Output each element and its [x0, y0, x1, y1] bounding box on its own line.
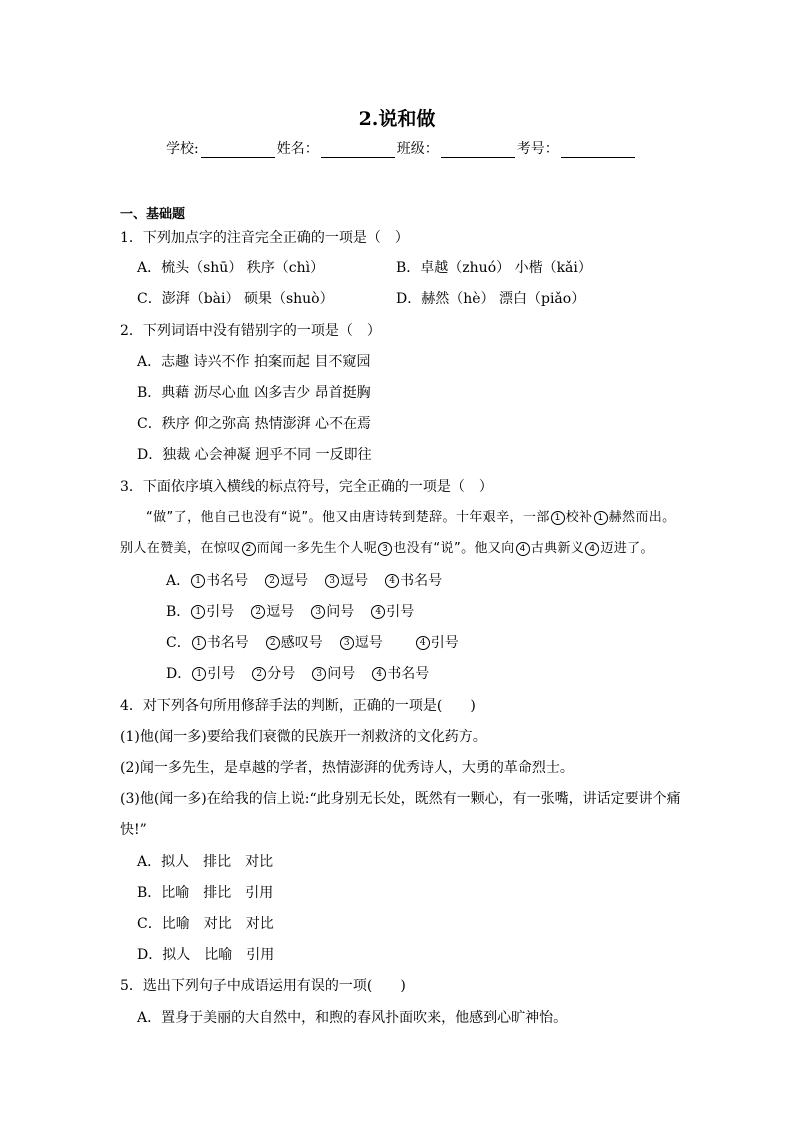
question-2-option-d: D．独裁 心会神凝 迥乎不同 一反即往 [137, 447, 372, 463]
question-4-stem: 4．对下列各句所用修辞手法的判断，正确的一项是( ) [120, 698, 476, 714]
option-item: 分号 [267, 666, 296, 682]
blank-marker-1: 1 [192, 667, 206, 681]
passage-text: 别人在赞美，在惊叹 [120, 541, 241, 556]
question-3-option-a [166, 571, 442, 591]
question-2-option-a: A．志趣 诗兴不作 拍案而起 目不窥园 [137, 354, 371, 370]
blank-marker-3: 3 [311, 605, 325, 619]
question-4-option-b: B．比喻 排比 引用 [137, 885, 274, 901]
option-item: 逗号 [280, 573, 309, 589]
school-blank[interactable] [201, 142, 275, 158]
option-letter: B． [166, 604, 191, 620]
name-label: 姓名： [276, 141, 319, 157]
blank-marker-3: 3 [325, 574, 339, 588]
question-3-passage-line-2 [120, 539, 654, 559]
question-1-option-d: D．赫然（hè） 漂白（piǎo） [396, 291, 586, 307]
question-4-sentence-2: (2)闻一多先生，是卓越的学者，热情澎湃的优秀诗人，大勇的革命烈士。 [120, 760, 574, 776]
option-item: 书名号 [206, 635, 249, 651]
question-1-option-b: B．卓越（zhuó） 小楷（kǎi） [396, 260, 592, 276]
question-3-option-d [166, 664, 429, 684]
option-item: 引号 [430, 635, 459, 651]
passage-text: 古典新义 [530, 541, 585, 556]
question-3-option-b [166, 602, 414, 622]
exam-no-blank[interactable] [561, 142, 635, 158]
blank-marker-3: 3 [312, 667, 326, 681]
blank-marker-4: 4 [585, 542, 599, 556]
blank-marker-4: 4 [385, 574, 399, 588]
blank-marker-1: 1 [551, 511, 565, 525]
option-letter: A． [166, 573, 191, 589]
option-item: 逗号 [340, 573, 369, 589]
question-3-passage-line-1 [146, 508, 676, 528]
blank-marker-1: 1 [191, 605, 205, 619]
blank-marker-4: 4 [516, 542, 530, 556]
option-item: 问号 [326, 604, 355, 620]
option-item: 逗号 [266, 604, 295, 620]
question-2-option-c: C．秩序 仰之弥高 热情澎湃 心不在焉 [137, 416, 372, 432]
passage-text: 也没有“说”。他又向 [393, 541, 515, 556]
option-letter: C． [166, 635, 191, 651]
passage-text: 赫然而出。 [608, 510, 676, 525]
blank-marker-1: 1 [594, 511, 608, 525]
blank-marker-4: 4 [372, 667, 386, 681]
school-label: 学校: [166, 141, 199, 157]
question-1-option-a: A．梳头（shū） 秩序（chì） [137, 260, 325, 276]
option-item: 书名号 [206, 573, 249, 589]
blank-marker-2: 2 [265, 574, 279, 588]
blank-marker-2: 2 [252, 667, 266, 681]
exam-no-label: 考号： [516, 141, 559, 157]
blank-marker-1: 1 [191, 574, 205, 588]
question-2-option-b: B．典藉 沥尽心血 凶多吉少 昂首挺胸 [137, 385, 371, 401]
blank-marker-1: 1 [192, 636, 206, 650]
question-1-stem: 1．下列加点字的注音完全正确的一项是（ ） [120, 230, 409, 246]
blank-marker-2: 2 [266, 636, 280, 650]
blank-marker-2: 2 [242, 542, 256, 556]
option-item: 逗号 [354, 635, 383, 651]
blank-marker-2: 2 [251, 605, 265, 619]
passage-text: 校补 [565, 510, 593, 525]
class-blank[interactable] [441, 142, 515, 158]
option-item: 引号 [207, 666, 236, 682]
option-item: 书名号 [387, 666, 430, 682]
passage-text: 迈进了。 [600, 541, 654, 556]
question-4-sentence-3-cont: 快!” [120, 822, 147, 838]
page-title: 2.说和做 [358, 108, 436, 130]
question-5-stem: 5．选出下列句子中成语运用有误的一项( ) [120, 978, 406, 994]
section-title: 一、基础题 [120, 207, 186, 222]
blank-marker-4: 4 [371, 605, 385, 619]
question-3-option-c [166, 633, 459, 653]
option-item: 问号 [327, 666, 356, 682]
question-1-option-c: C．澎湃（bài） 硕果（shuò） [137, 291, 334, 307]
blank-marker-3: 3 [378, 542, 392, 556]
question-4-option-c: C．比喻 对比 对比 [137, 916, 274, 932]
question-4-sentence-1: (1)他(闻一多)要给我们衰微的民族开一剂救济的文化药方。 [120, 729, 487, 745]
option-item: 感叹号 [280, 635, 323, 651]
blank-marker-3: 3 [340, 636, 354, 650]
option-item: 引号 [386, 604, 415, 620]
question-4-option-a: A．拟人 排比 对比 [137, 854, 274, 870]
student-info-line [166, 138, 637, 158]
blank-marker-4: 4 [416, 636, 430, 650]
class-label: 班级： [396, 141, 439, 157]
question-5-option-a: A．置身于美丽的大自然中，和煦的春风扑面吹来，他感到心旷神怡。 [137, 1010, 568, 1026]
name-blank[interactable] [321, 142, 395, 158]
question-4-option-d: D．拟人 比喻 引用 [137, 947, 275, 963]
option-letter: D． [166, 666, 192, 682]
question-3-stem: 3．下面依序填入横线的标点符号，完全正确的一项是（ ） [120, 479, 493, 495]
passage-text: 而闻一多先生个人呢 [256, 541, 378, 556]
passage-text: “做”了，他自己也没有“说”。他又由唐诗转到楚辞。十年艰辛，一部 [146, 510, 550, 525]
question-2-stem: 2．下列词语中没有错别字的一项是（ ） [120, 323, 381, 339]
option-item: 书名号 [400, 573, 443, 589]
option-item: 引号 [206, 604, 235, 620]
question-4-sentence-3: (3)他(闻一多)在给我的信上说:“此身别无长处，既然有一颗心，有一张嘴，讲话定要讲个痛 [120, 791, 681, 807]
